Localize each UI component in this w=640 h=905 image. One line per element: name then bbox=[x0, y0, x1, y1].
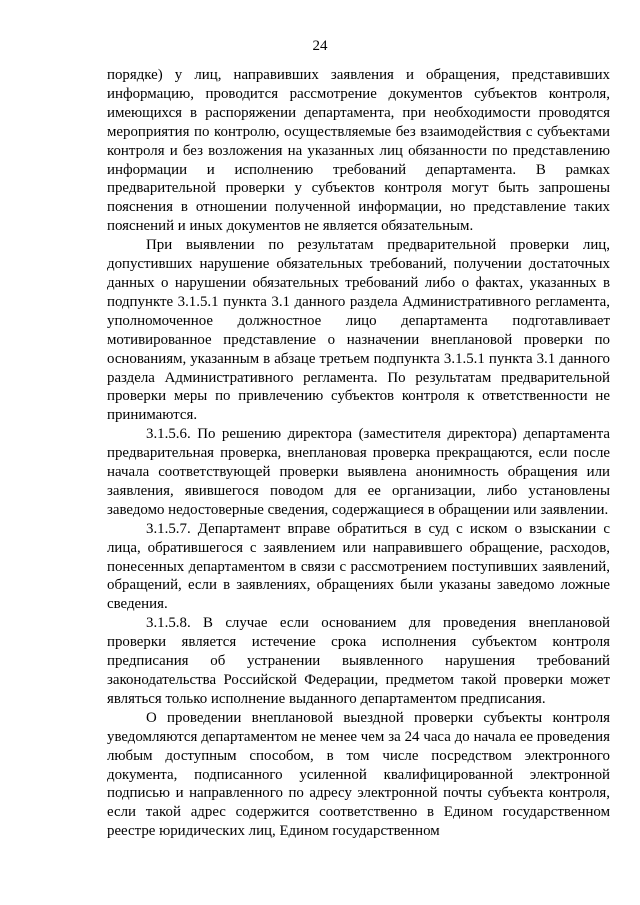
paragraph-3-1-5-8: 3.1.5.8. В случае если основанием для проведения внеплановой проверки является истечение срока исполнения субъектом контроля предписания об устранении выявленного нарушения требований законодательства Российской Федерации, предметом такой проверки может являться только исполнение выданного департаментом предписания. bbox=[107, 615, 610, 707]
paragraph-continuation: порядке) у лиц, направивших заявления и обращения, представивших информацию, проводится рассмотрение документов субъектов контроля, имеющихся в распоряжении департамента, при необходимости проводятся мероприятия по контролю, осуществляемые без взаимодействия с субъектами контроля и без возложения на указанных лиц обязанности по представлению информации и исполнению требований департамента. В рамках предварительной проверки у субъектов контроля могут быть запрошены пояснения в отношении полученной информации, но представление таких пояснений и иных документов не является обязательным. bbox=[107, 67, 610, 235]
document-body bbox=[107, 66, 610, 841]
paragraph-preliminary-check-results: При выявлении по результатам предварительной проверки лиц, допустивших нарушение обязательных требований, получении достаточных данных о нарушении обязательных требований либо о фактах, указанных в подпункте 3.1.5.1 пункта 3.1 данного раздела Административного регламента, уполномоченное должностное лицо департамента подготавливает мотивированное представление о назначении внеплановой проверки по основаниям, указанным в абзаце третьем подпункта 3.1.5.1 пункта 3.1 данного раздела Административного регламента. По результатам предварительной проверки меры по привлечению субъектов контроля к ответственности не принимаются. bbox=[107, 237, 610, 424]
page-number: 24 bbox=[312, 38, 328, 54]
paragraph-notification: О проведении внеплановой выездной проверки субъекты контроля уведомляются департаментом не менее чем за 24 часа до начала ее проведения любым доступным способом, в том числе посредством электронного документа, подписанного усиленной квалифицированной электронной подписью и направленного по адресу электронной почты субъекта контроля, если такой адрес содержится соответственно в Едином государственном реестре юридических лиц, Едином государственном bbox=[107, 709, 610, 840]
paragraph-3-1-5-7: 3.1.5.7. Департамент вправе обратиться в суд с иском о взыскании с лица, обратившегося с заявлением или направившего обращение, расходов, понесенных департаментом в связи с рассмотрением поступивших заявлений, обращений, если в заявлениях, обращениях были указаны заведомо ложные сведения. bbox=[107, 520, 610, 613]
paragraph-3-1-5-6: 3.1.5.6. По решению директора (заместителя директора) департамента предварительная проверка, внеплановая проверка прекращаются, если после начала соответствующей проверки выявлена анонимность обращения или заявления, явившегося поводом для ее организации, либо установлены заведомо недостоверные сведения, содержащиеся в обращении или заявлении. bbox=[107, 426, 610, 518]
